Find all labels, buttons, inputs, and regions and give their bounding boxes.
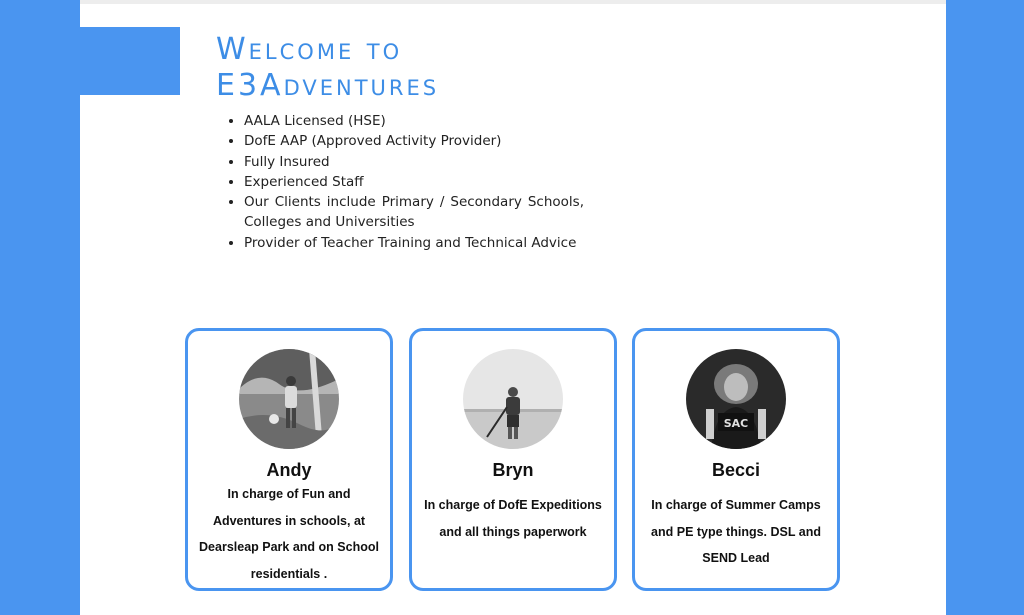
svg-text:SAC: SAC	[723, 417, 749, 430]
left-blue-panel	[0, 0, 80, 615]
feature-list	[228, 111, 584, 253]
avatar-bryn	[463, 349, 563, 449]
feature-item: • Fully Insured	[244, 152, 584, 172]
bryn-photo	[463, 349, 563, 449]
feature-item: • Our Clients include Primary / Secondary Schools, Colleges and Universities	[244, 192, 584, 233]
staff-name: Becci	[711, 460, 761, 480]
right-blue-panel	[946, 0, 1024, 615]
andy-photo	[239, 349, 339, 449]
avatar-becci	[686, 349, 786, 449]
feature-item: • Provider of Teacher Training and Technical Advice	[244, 233, 584, 253]
staff-description: In charge of Summer Camps and PE type things. DSL and SEND Lead	[651, 498, 821, 565]
staff-description: In charge of Fun and Adventures in schools, at Dearsleap Park and on School residentials .	[199, 487, 379, 581]
title-line-1: Welcome to	[216, 32, 403, 67]
becci-photo	[686, 349, 786, 449]
staff-name: Andy	[266, 460, 312, 480]
staff-card-andy	[185, 328, 393, 591]
top-divider	[80, 0, 946, 4]
staff-card-becci	[632, 328, 840, 591]
feature-item: • AALA Licensed (HSE)	[244, 111, 584, 131]
blue-accent-tab	[80, 27, 180, 95]
avatar-andy	[239, 349, 339, 449]
feature-item: • DofE AAP (Approved Activity Provider)	[244, 131, 584, 151]
staff-name: Bryn	[492, 460, 534, 480]
staff-description: In charge of DofE Expeditions and all things paperwork	[424, 498, 602, 539]
title-line-2: E3Adventures	[216, 68, 440, 103]
staff-card-bryn	[409, 328, 617, 591]
page-title	[216, 32, 439, 104]
feature-item: • Experienced Staff	[244, 172, 584, 192]
